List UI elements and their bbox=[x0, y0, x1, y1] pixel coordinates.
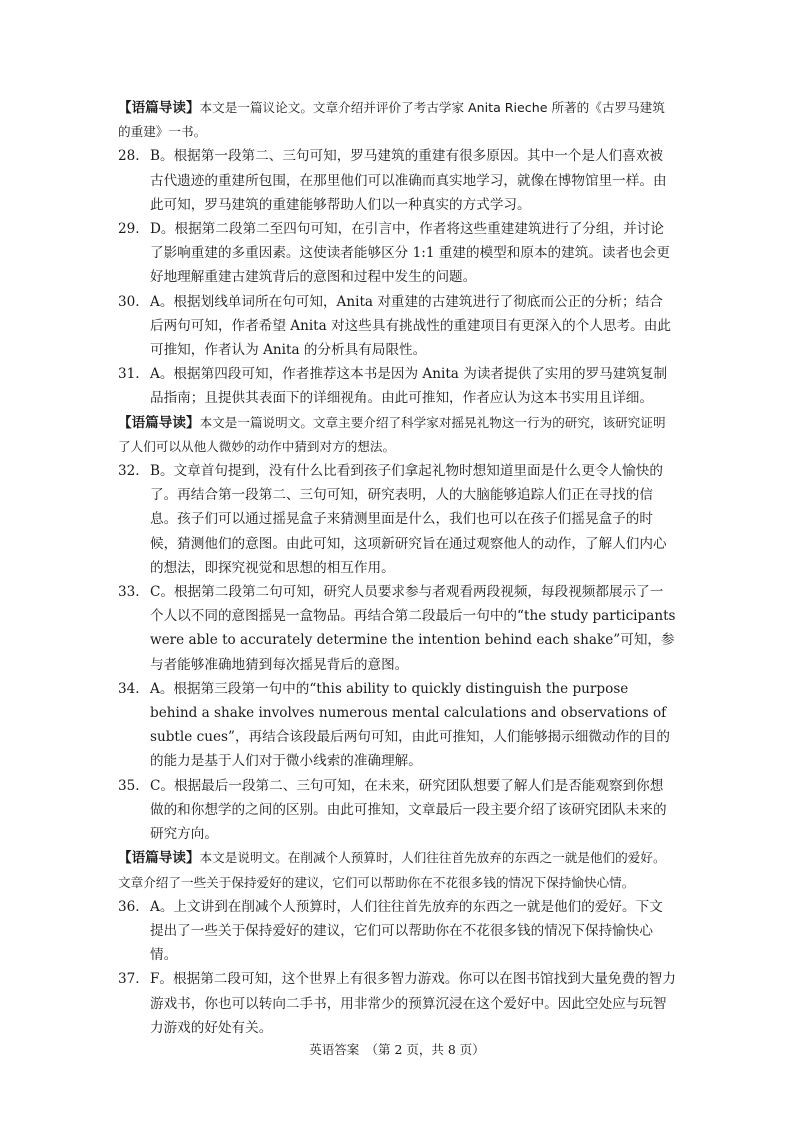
page-footer: 英语答案 （第 2 页，共 8 页） bbox=[309, 1042, 485, 1057]
passage-guide: 【语篇导读】本文是一篇议论文。文章介绍并评价了考古学家 Anita Rieche 所著的《古罗马建筑的重建》一书。 bbox=[118, 100, 665, 140]
answer-item: 31. A。根据第四段可知，作者推荐这本书是因为 Anita 为读者提供了实用的罗马建筑复制品指南；且提供其表面下的详细视角。由此可推知，作者应认为这本书实用且详细。 bbox=[118, 366, 668, 407]
passage-guide: 【语篇导读】本文是说明文。在削减个人预算时，人们往往首先放弃的东西之一就是他们的爱好。文章介绍了一些关于保持爱好的建议，它们可以帮助你在不花很多钱的情况下保持愉快心情。 bbox=[118, 850, 666, 890]
answer-item: 34. A。根据第三段第一句中的“this ability to quickly distinguish the purpose behind a shake involves numerous mental calculations and observations of subtle cues”，再结合该段最后两句可知，由此可推知，人们能够揭示细微动作的目的的能力是基于人们对于微小线索的准确理解。 bbox=[118, 680, 670, 770]
passage-guide: 【语篇导读】本文是一篇说明文。文章主要介绍了科学家对摇晃礼物这一行为的研究，该研究证明了人们可以从他人微妙的动作中猜到对方的想法。 bbox=[118, 414, 666, 454]
answer-item: 36. A。上文讲到在削减个人预算时，人们往往首先放弃的东西之一就是他们的爱好。下文提出了一些关于保持爱好的建议，它们可以帮助你在不花很多钱的情况下保持愉快心情。 bbox=[118, 898, 663, 964]
answer-item: 30. A。根据划线单词所在句可知，Anita 对重建的古建筑进行了彻底而公正的分析；结合后两句可知，作者希望 Anita 对这些具有挑战性的重建项目有更深入的个人思考。由此可推知，作者认为 Anita 的分析具有局限性。 bbox=[118, 293, 671, 359]
answer-item: 29. D。根据第二段第二至四句可知，在引言中，作者将这些重建建筑进行了分组，并讨论了影响重建的多重因素。这使读者能够区分 1:1 重建的模型和原本的建筑。读者也会更好地理解重建古建筑背后的意图和过程中发生的问题。 bbox=[118, 221, 670, 286]
answer-item: 32. B。文章首句提到，没有什么比看到孩子们拿起礼物时想知道里面是什么更令人愉快的了。再结合第一段第二、三句可知，研究表明，人的大脑能够追踪人们正在寻找的信息。孩子们可以通过摇晃盒子来猜测里面是什么，我们也可以在孩子们摇晃盒子的时候，猜测他们的意图。由此可知，这项新研究旨在通过观察他人的动作，了解人们内心的想法，即探究视觉和思想的相互作用。 bbox=[118, 463, 667, 576]
answer-item: 28. B。根据第一段第二、三句可知，罗马建筑的重建有很多原因。其中一个是人们喜欢被古代遗迹的重建所包围，在那里他们可以准确而真实地学习，就像在博物馆里一样。由此可知，罗马建筑的重建能够帮助人们以一种真实的方式学习。 bbox=[118, 148, 667, 213]
answer-item: 35. C。根据最后一段第二、三句可知，在未来，研究团队想要了解人们是否能观察到你想做的和你想学的之间的区别。由此可推知，文章最后一段主要介绍了该研究团队未来的研究方向。 bbox=[118, 777, 667, 843]
answer-item: 37. F。根据第二段可知，这个世界上有很多智力游戏。你可以在图书馆找到大量免费的智力游戏书，你也可以转向二手书，用非常少的预算沉浸在这个爱好中。因此空处应与玩智力游戏的好处有关。 bbox=[118, 971, 676, 1036]
answer-item: 33. C。根据第二段第二句可知，研究人员要求参与者观看两段视频，每段视频都展示了一个人以不同的意图摇晃一盒物品。再结合第二段最后一句中的“the study participants were able to accurately determine the intention behind each shake”可知，参与者能够准确地猜到每次摇晃背后的意图。 bbox=[118, 584, 676, 673]
answer-page bbox=[118, 96, 676, 1040]
